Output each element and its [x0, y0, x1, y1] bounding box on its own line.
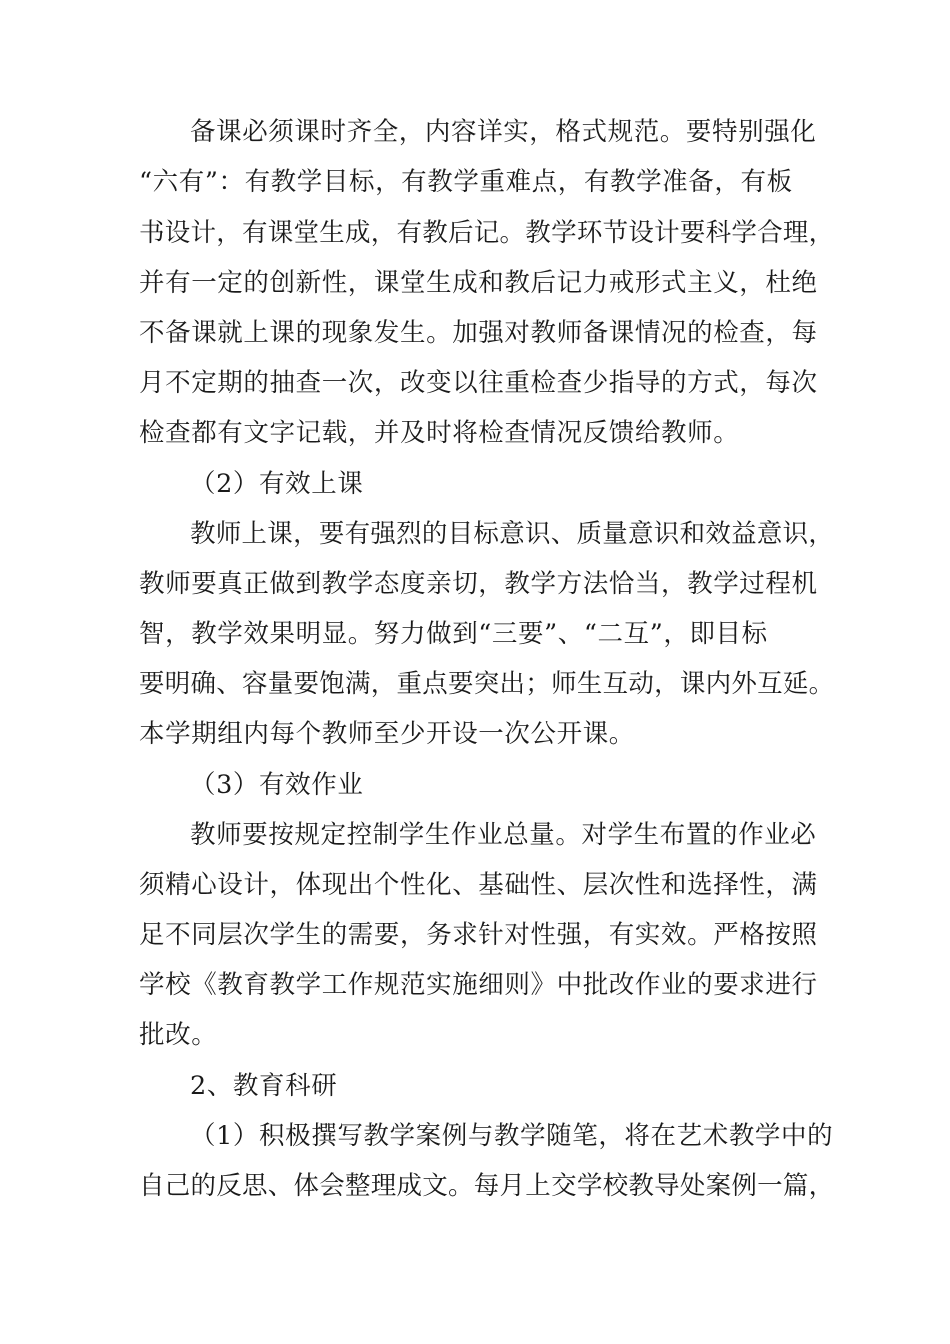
section-heading: （3）有效作业	[190, 770, 364, 800]
text-line: 不备课就上课的现象发生。加强对教师备课情况的检查，每	[139, 318, 818, 348]
text-line: 足不同层次学生的需要，务求针对性强，有实效。严格按照	[139, 920, 818, 950]
text-line: 教师要真正做到教学态度亲切，教学方法恰当，教学过程机	[139, 569, 818, 599]
text-line: 智，教学效果明显。努力做到“三要”、“二互”，即目标	[139, 619, 768, 649]
text-line: 教师要按规定控制学生作业总量。对学生布置的作业必	[190, 820, 817, 850]
text-line: 要明确、容量要饱满，重点要突出；师生互动，课内外互延。	[139, 669, 835, 699]
text-line: 须精心设计，体现出个性化、基础性、层次性和选择性，满	[139, 870, 818, 900]
text-line: 学校《教育教学工作规范实施细则》中批改作业的要求进行	[139, 970, 818, 1000]
text-line: （1）积极撰写教学案例与教学随笔，将在艺术教学中的	[190, 1121, 834, 1151]
text-line: 批改。	[139, 1020, 218, 1050]
text-line: 教师上课，要有强烈的目标意识、质量意识和效益意识，	[190, 519, 835, 549]
text-line: 月不定期的抽查一次，改变以往重检查少指导的方式，每次	[139, 368, 818, 398]
text-line: 检查都有文字记载，并及时将检查情况反馈给教师。	[139, 418, 740, 448]
section-heading: 2、教育科研	[190, 1071, 338, 1101]
text-line: 备课必须课时齐全，内容详实，格式规范。要特别强化	[190, 117, 817, 147]
section-heading: （2）有效上课	[190, 469, 364, 499]
text-line: 自己的反思、体会整理成文。每月上交学校教导处案例一篇，	[139, 1171, 835, 1201]
text-line: “六有”：有教学目标，有教学重难点，有教学准备，有板	[139, 167, 793, 197]
text-line: 并有一定的创新性，课堂生成和教后记力戒形式主义，杜绝	[139, 268, 818, 298]
text-line: 本学期组内每个教师至少开设一次公开课。	[139, 719, 635, 749]
text-line: 书设计，有课堂生成，有教后记。教学环节设计要科学合理，	[139, 218, 835, 248]
